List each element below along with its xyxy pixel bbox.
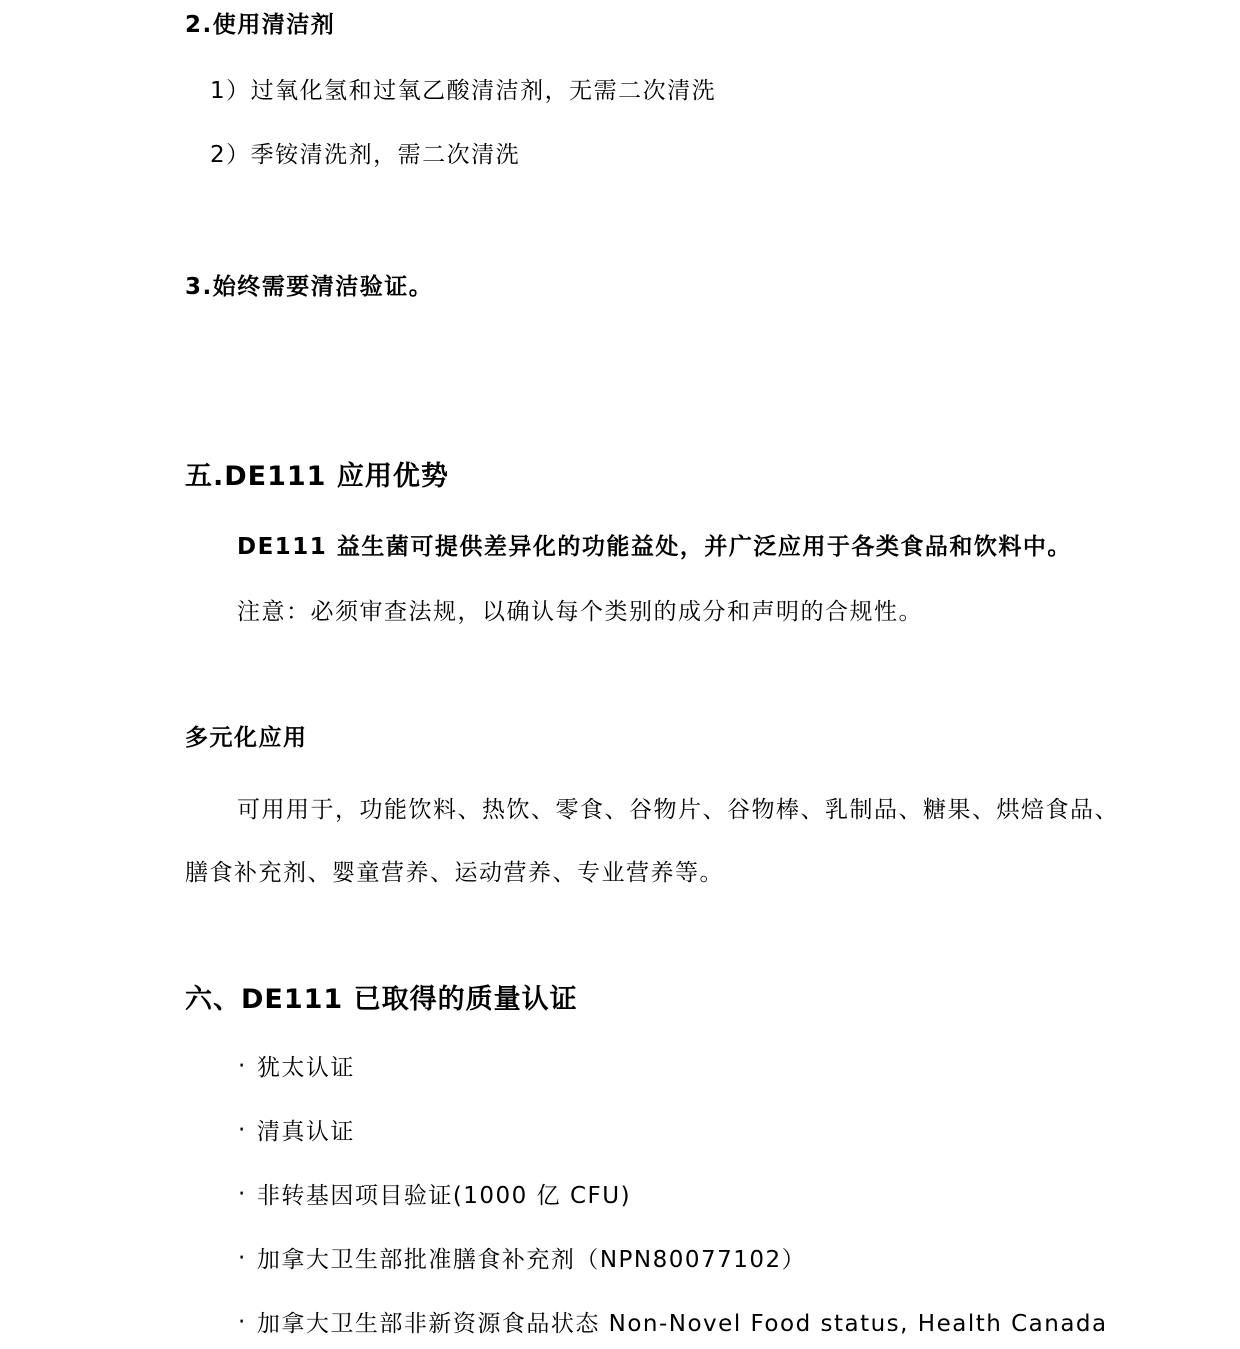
bullet-dot-icon: ·	[238, 1117, 247, 1143]
certification-label: 加拿大卫生部批准膳食补充剂（NPN80077102）	[256, 1247, 807, 1273]
bullet-dot-icon: ·	[238, 1309, 247, 1335]
cleaning-item: 2）季铵清洗剂，需二次清洗	[210, 142, 521, 168]
certification-label: 非转基因项目验证(1000 亿 CFU)	[256, 1183, 632, 1209]
advantages-lead-paragraph: DE111 益生菌可提供差异化的功能益处，并广泛应用于各类食品和饮料中。	[237, 534, 1072, 560]
bullet-dot-icon: ·	[238, 1053, 247, 1079]
applications-paragraph-line: 膳食补充剂、婴童营养、运动营养、专业营养等。	[185, 860, 724, 886]
certification-list-item	[238, 1119, 355, 1147]
diversified-applications-subheading: 多元化应用	[185, 725, 308, 751]
certification-list-item	[238, 1055, 355, 1083]
certifications-section-heading: 六、DE111 已取得的质量认证	[185, 984, 578, 1015]
bullet-dot-icon: ·	[238, 1181, 247, 1207]
certification-list-item	[238, 1247, 806, 1275]
bullet-dot-icon: ·	[238, 1245, 247, 1271]
cleaning-item: 1）过氧化氢和过氧乙酸清洁剂，无需二次清洗	[210, 78, 717, 104]
certification-list-item	[238, 1183, 631, 1211]
cleaning-section-heading: 2.使用清洁剂	[185, 12, 336, 38]
validation-section-heading: 3.始终需要清洁验证。	[185, 274, 434, 300]
applications-paragraph-line: 可用用于，功能饮料、热饮、零食、谷物片、谷物棒、乳制品、糖果、烘焙食品、	[237, 797, 1119, 823]
advantages-note-paragraph: 注意：必须审查法规，以确认每个类别的成分和声明的合规性。	[237, 599, 923, 625]
certification-list-item	[238, 1311, 1108, 1339]
certification-label: 加拿大卫生部非新资源食品状态 Non-Novel Food status, Health Canada	[256, 1311, 1108, 1337]
advantages-section-heading: 五.DE111 应用优势	[185, 461, 449, 492]
certification-label: 犹太认证	[256, 1055, 355, 1081]
certification-label: 清真认证	[256, 1119, 355, 1145]
